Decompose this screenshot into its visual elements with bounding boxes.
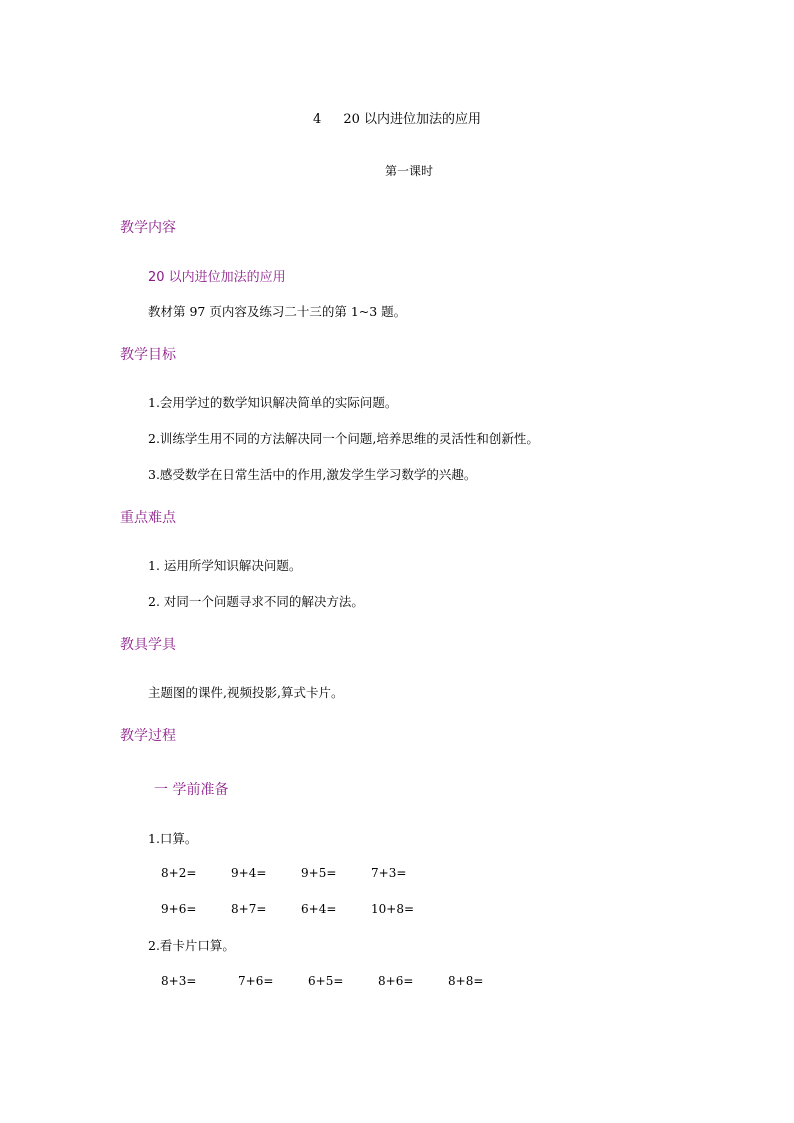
oral-calc-item: 9+4= <box>231 866 267 880</box>
keypoint-item-2: 2. 对同一个问题寻求不同的解决方法。 <box>148 594 364 609</box>
content-subheading: 20 以内进位加法的应用 <box>148 270 286 285</box>
keypoint-item-1: 1. 运用所学知识解决问题。 <box>148 558 302 573</box>
card-calc-item: 8+8= <box>448 974 484 988</box>
lesson-subtitle: 第一课时 <box>384 164 433 178</box>
goal-item-2: 2.训练学生用不同的方法解决同一个问题,培养思维的灵活性和创新性。 <box>148 431 539 446</box>
oral-calc-item: 10+8= <box>371 902 415 916</box>
tools-text: 主题图的课件,视频投影,算式卡片。 <box>148 685 344 700</box>
card-calc-item: 6+5= <box>308 974 344 988</box>
card-calc-label: 2.看卡片口算。 <box>148 938 235 953</box>
section-heading-keypoints: 重点难点 <box>120 510 176 526</box>
card-calc-item: 8+3= <box>161 974 197 988</box>
oral-calc-item: 7+3= <box>371 866 407 880</box>
oral-calc-item: 8+7= <box>231 902 267 916</box>
content-text: 教材第 97 页内容及练习二十三的第 1~3 题。 <box>148 304 407 319</box>
card-calc-item: 8+6= <box>378 974 414 988</box>
oral-calc-label: 1.口算。 <box>148 831 198 846</box>
lesson-title <box>0 108 794 127</box>
process-step-1: 一 学前准备 <box>154 782 229 798</box>
section-heading-process: 教学过程 <box>120 728 176 744</box>
section-heading-content: 教学内容 <box>120 220 176 236</box>
goal-item-3: 3.感受数学在日常生活中的作用,激发学生学习数学的兴趣。 <box>148 467 477 482</box>
oral-calc-item: 8+2= <box>161 866 197 880</box>
lesson-title-text: 20 以内进位加法的应用 <box>343 112 482 127</box>
oral-calc-item: 9+5= <box>301 866 337 880</box>
oral-calc-item: 9+6= <box>161 902 197 916</box>
card-calc-item: 7+6= <box>238 974 274 988</box>
section-heading-goals: 教学目标 <box>120 347 176 363</box>
section-heading-tools: 教具学具 <box>120 637 176 653</box>
goal-item-1: 1.会用学过的数学知识解决简单的实际问题。 <box>148 395 398 410</box>
lesson-number: 4 <box>312 112 322 127</box>
oral-calc-item: 6+4= <box>301 902 337 916</box>
